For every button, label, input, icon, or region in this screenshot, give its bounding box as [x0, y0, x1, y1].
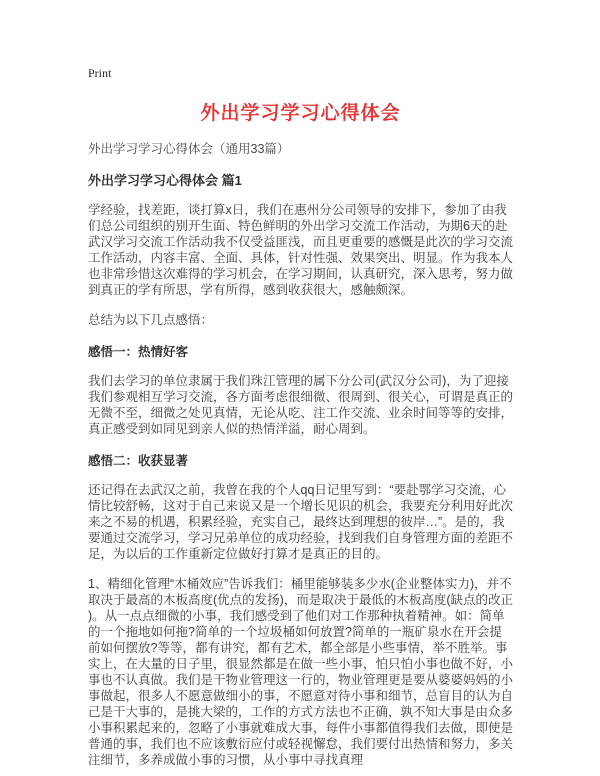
print-link[interactable]: Print	[88, 66, 112, 80]
paragraph-summary-lead: 总结为以下几点感悟：	[88, 313, 214, 327]
subtitle: 外出学习学习心得体会（通用33篇）	[88, 142, 290, 156]
insight-1-heading: 感悟一：热情好客	[88, 345, 189, 359]
insight-1-body: 我们去学习的单位隶属于我们珠江管理的属下分公司(武汉分公司)，为了迎接我们参观相互学习交流，各方面考虑很细微、很周到、很关心，可谓是真正的无微不至，细微之处见真情，无论从吃、注工作交流、业余时间等等的安排，真正感受到如同见到亲人似的热情洋溢，耐心周到。	[88, 374, 514, 436]
part-1-heading: 外出学习学习心得体会 篇1	[88, 173, 242, 188]
page-title: 外出学习学习心得体会	[200, 103, 401, 124]
insight-2-body: 还记得在去武汉之前，我曾在我的个人qq日记里写到：“要赴鄂学习交流，心情比较舒畅，这对于自己来说又是一个增长见识的机会，我要充分利用好此次来之不易的机遇，积累经验，充实自己，最终达到理想的彼岸…”。是的，我要通过交流学习，学习兄弟单位的成功经验，找到我们自身管理方面的差距不足，为以后的工作重新定位做好打算才是真正的目的。	[88, 483, 514, 561]
paragraph-intro: 学经验，找差距，谈打算x日，我们在惠州分公司领导的安排下，参加了由我们总公司组织的别开生面、特色鲜明的外出学习交流工作活动，为期6天的赴武汉学习交流工作活动我不仅受益匪浅，而且更重要的感慨是此次的学习交流工作活动，内容丰富、全面、具体，针对性强、效果突出、明显。作为我本人也非常珍惜这次难得的学习机会，在学习期间，认真研究，深入思考，努力做到真正的学有所思，学有所得，感到收获很大，感触颇深。	[88, 203, 514, 297]
paragraph-numbered-1: 1、精细化管理“木桶效应”告诉我们：桶里能够装多少水(企业整体实力)，并不取决于最高的木板高度(优点的发扬)，而是取决于最低的木板高度(缺点的改正)。从一点点细微的小事，我们感受到了他们对工作那种执着精神。如：简单的一个拖地如何拖?简单的一个垃圾桶如何放置?简单的一瓶矿泉水在开会提前如何摆放?等等，都有讲究，都有艺术，都全部是小些事情，举不胜举。事实上，在大量的日子里，很显然都是在做一些小事，怕只怕小事也做不好，小事也不认真做。我们是干物业管理这一行的，物业管理更是要从婆婆妈妈的小事做起，很多人不愿意做细小的事，不愿意对待小事和细节，总盲目的认为自己是干大事的，是挑大梁的，工作的方式方法也不正确，孰不知大事是由众多小事积累起来的，忽略了小事就难成大事，每件小事都值得我们去做，即使是普通的事，我们也不应该敷衍应付或轻视懈怠，我们要付出热情和努力，多关注细节，多养成做小事的习惯，从小事中寻找真理	[88, 577, 514, 767]
insight-2-heading: 感悟二：收获显著	[88, 454, 189, 468]
